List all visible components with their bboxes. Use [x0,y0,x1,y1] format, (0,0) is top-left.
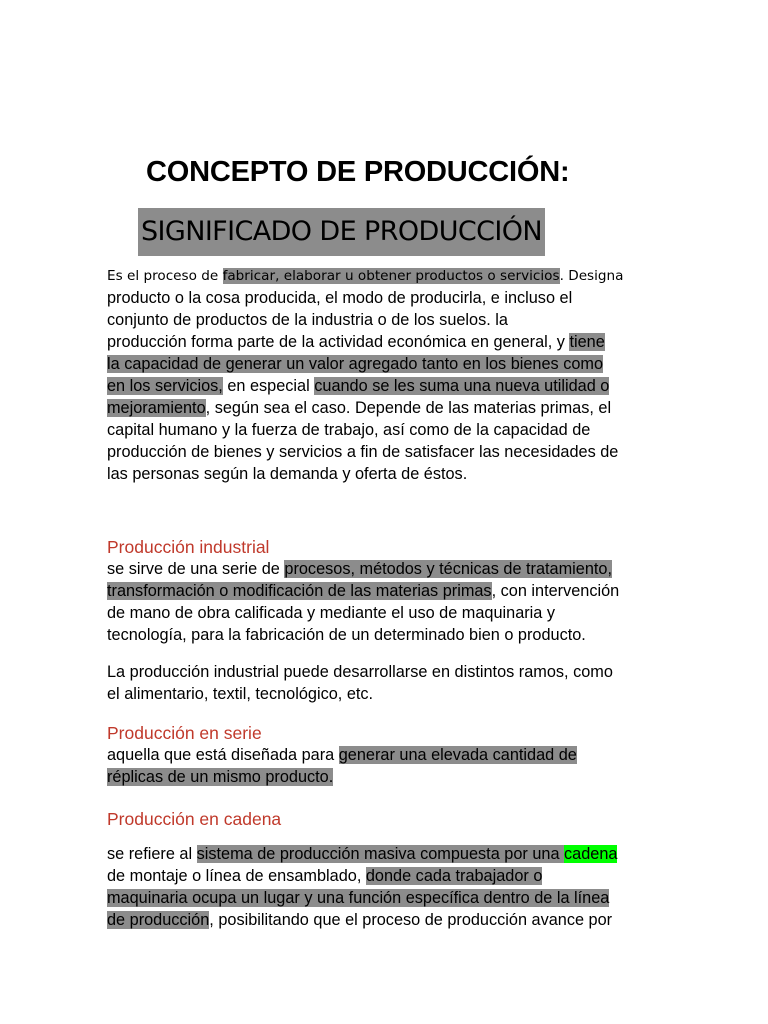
text-line: se sirve de una serie de procesos, métodos y técnicas de tratamiento, [107,560,612,578]
highlighted-text: tiene [569,333,605,351]
section-heading-cadena: Producción en cadena [107,809,282,829]
text-line: conjunto de productos de la industria o de los suelos. la [107,311,508,329]
industrial-paragraph-2 [107,661,669,705]
text-line: se refiere al sistema de producción masiva compuesta por una cadena [107,845,618,863]
highlighted-text: generar una elevada cantidad de [338,746,577,764]
text-line: las personas según la demanda y oferta de éstos. [107,465,468,483]
text-line: aquella que está diseñada para generar una elevada cantidad de [107,746,577,764]
text-line: de producción, posibilitando que el proceso de producción avance por [107,911,613,929]
document-title: CONCEPTO DE PRODUCCIÓN: [146,156,570,188]
text-line: Es el proceso de fabricar, elaborar u obtener productos o servicios. Designa [107,268,624,284]
highlighted-text: procesos, métodos y técnicas de tratamiento, [284,560,612,578]
highlighted-text: transformación o modificación de las materias primas [107,582,492,600]
text-line: de montaje o línea de ensamblado, donde cada trabajador o [107,867,543,885]
text-line: producción de bienes y servicios a fin de satisfacer las necesidades de [107,443,619,461]
text-line: el alimentario, textil, tecnológico, etc. [107,685,374,703]
industrial-paragraph [107,558,669,646]
highlighted-text: sistema de producción masiva compuesta por una [196,845,565,863]
text-line: capital humano y la fuerza de trabajo, así como de la capacidad de [107,421,591,439]
text-line [107,766,669,788]
highlighted-text: de producción [107,911,210,929]
text-line: La producción industrial puede desarrollarse en distintos ramos, como [107,663,613,681]
cadena-paragraph [107,843,669,931]
text-line: de mano de obra calificada y mediante el uso de maquinaria y [107,604,556,622]
intro-paragraph [107,265,669,485]
highlighted-text: la capacidad de generar un valor agregado tanto en los bienes como [107,355,604,373]
green-highlighted-text: cadena [564,845,618,863]
highlighted-text: donde cada trabajador o [365,867,543,885]
highlighted-text: fabricar, elaborar u obtener productos o servicios [222,268,560,284]
document-subtitle: SIGNIFICADO DE PRODUCCIÓN [138,208,545,256]
text-line: tecnología, para la fabricación de un determinado bien o producto. [107,626,586,644]
section-heading-serie: Producción en serie [107,723,262,743]
highlighted-text: mejoramiento [107,399,206,417]
text-line: producto o la cosa producida, el modo de producirla, e incluso el [107,289,573,307]
text-line: en los servicios, en especial cuando se les suma una nueva utilidad o [107,377,610,395]
text-line [107,353,669,375]
text-line: producción forma parte de la actividad económica en general, y tiene [107,333,605,351]
highlighted-text: en los servicios, [107,377,223,395]
text-line: transformación o modificación de las materias primas, con intervención [107,582,620,600]
text-line [107,887,669,909]
section-heading-industrial: Producción industrial [107,537,270,557]
highlighted-text: cuando se les suma una nueva utilidad o [314,377,610,395]
text-line: mejoramiento, según sea el caso. Depende de las materias primas, el [107,399,612,417]
serie-paragraph [107,744,669,788]
highlighted-text: maquinaria ocupa un lugar y una función específica dentro de la línea [107,889,610,907]
highlighted-text: réplicas de un mismo producto. [107,768,334,786]
